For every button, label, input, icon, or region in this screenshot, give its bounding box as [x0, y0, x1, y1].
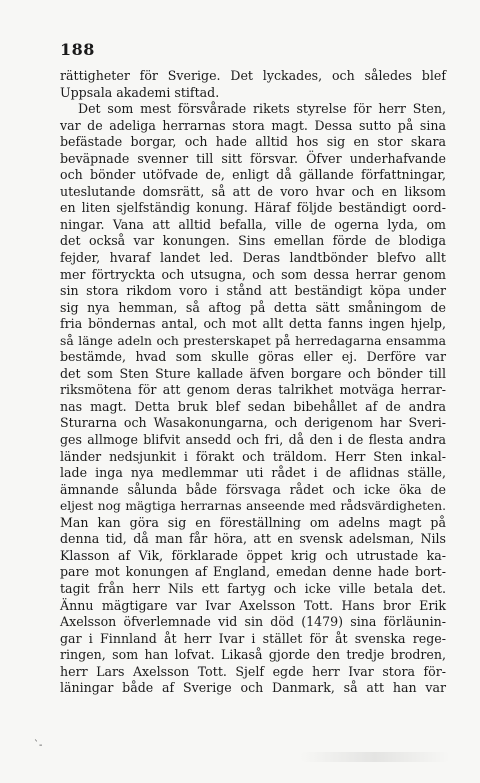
text-line: det som Sten Sture kallade äfven borgare och bönder till [60, 365, 446, 381]
corner-mark: `- [34, 740, 43, 751]
text-line: uteslutande domsrätt, så att de voro hvar och en liksom [60, 183, 446, 199]
text-line: rättigheter för Sverige. Det lyckades, och således blef [60, 68, 446, 83]
text-line: tagit från herr Nils ett fartyg och icke ville betala det. [60, 580, 446, 596]
scan-smudge [300, 752, 450, 762]
page-number: 188 [60, 40, 95, 59]
text-line: riksmötena för att genom deras talrikhet motväga herrar- [60, 382, 446, 398]
text-line: eljest nog mägtiga herrarnas anseende med rådsvärdigheten. [60, 499, 446, 514]
text-line: ringen, som han lofvat. Likaså gjorde den tredje brodren, [60, 647, 446, 663]
text-line: länder nedsjunkit i förakt och träldom. Herr Sten inkal- [60, 448, 446, 464]
text-line: mer förtryckta och utsugna, och som dessa herrar genom [60, 266, 446, 282]
text-line: Klasson af Vik, förklarade öppet krig och utrustade ka- [60, 547, 446, 563]
text-line: fejder, hvaraf landet led. Deras landtbönder blefvo allt [60, 250, 446, 266]
text-line: Sturarna och Wasakonungarna, och derigenom har Sveri- [60, 415, 446, 431]
text-line: var de adeliga herrarnas stora magt. Dessa sutto på sina [60, 117, 446, 133]
text-line: Axelsson öfverlemnade vid sin död (1479) sina förläunin- [60, 614, 446, 630]
text-line: sig nya hemman, så aftog på detta sätt småningom de [60, 299, 446, 315]
text-line: lade inga nya medlemmar uti rådet i de aflidnas ställe, [60, 465, 446, 481]
text-line: pare mot konungen af England, emedan denne hade bort- [60, 564, 446, 580]
text-line: så länge adeln och presterskapet på herredagarna ensamma [60, 332, 446, 348]
text-line: herr Lars Axelsson Tott. Sjelf egde herr Ivar stora för- [60, 663, 446, 679]
text-line: fria böndernas antal, och mot allt detta fanns ingen hjelp, [60, 316, 446, 332]
text-line: ges allmoge blifvit ansedd och fri, då den i de flesta andra [60, 432, 446, 448]
text-line: läningar både af Sverige och Danmark, så att han var [60, 680, 446, 696]
text-line: sin stora rikdom voro i stånd att beständigt köpa under [60, 283, 446, 299]
text-line: nas magt. Detta bruk blef sedan bibehållet af de andra [60, 398, 446, 414]
text-line: Ännu mägtigare var Ivar Axelsson Tott. Hans bror Erik [60, 597, 446, 613]
text-line: befästade borgar, och hade alltid hos sig en stor skara [60, 134, 446, 150]
text-line: Man kan göra sig en föreställning om adelns magt på [60, 514, 446, 530]
text-line: ningar. Vana att alltid befalla, ville de ogerna lyda, om [60, 216, 446, 232]
text-line: denna tid, då man får höra, att en svensk adelsman, Nils [60, 531, 446, 547]
text-line: det också var konungen. Sins emellan förde de blodiga [60, 233, 446, 249]
text-line: Det som mest försvårade rikets styrelse för herr Sten, [78, 101, 446, 117]
text-line: och bönder utöfvade de, enligt då gällande författningar, [60, 167, 446, 183]
body-text [60, 68, 446, 697]
text-line: bestämde, hvad som skulle göras eller ej. Derföre var [60, 349, 446, 365]
text-line: ämnande sålunda både försvaga rådet och icke öka de [60, 481, 446, 497]
text-line: en liten sjelfständig konung. Häraf följde beständigt oord- [60, 200, 446, 216]
text-line: beväpnade svenner till sitt försvar. Öfver underhafvande [60, 150, 446, 166]
text-line: gar i Finnland åt herr Ivar i stället för åt svenska rege- [60, 630, 446, 646]
text-line: Uppsala akademi stiftad. [60, 84, 220, 100]
